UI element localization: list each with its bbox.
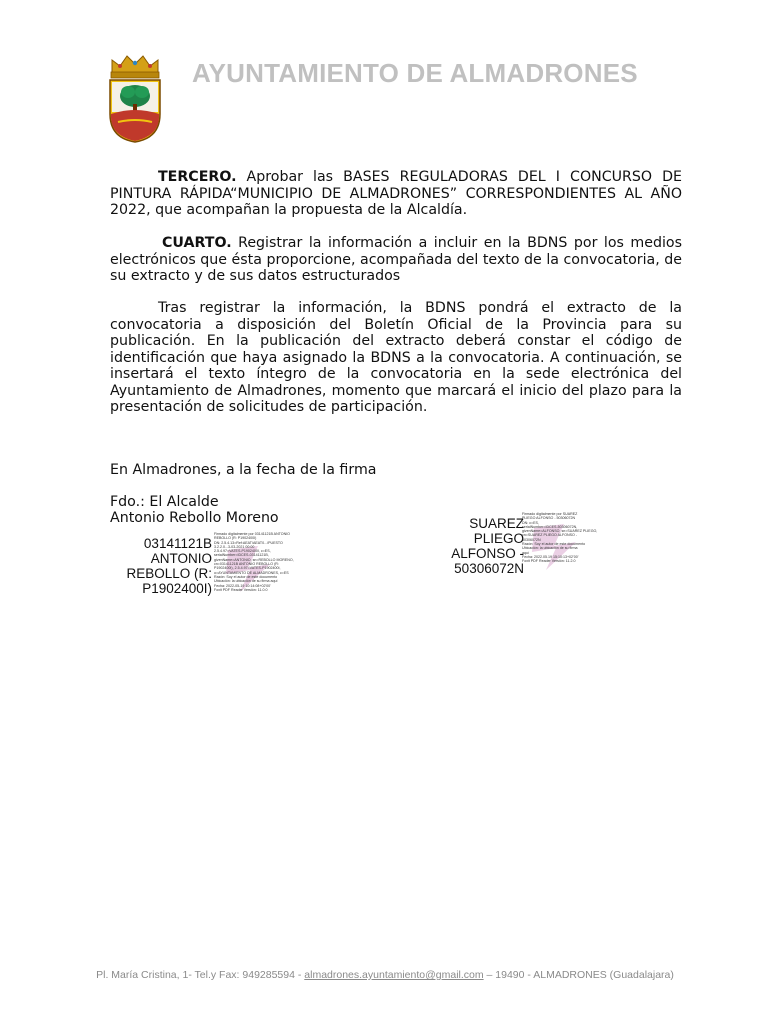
footer-address: Pl. María Cristina, 1- Tel.y Fax: 949285594 - bbox=[96, 969, 305, 981]
tercero-text: Aprobar las BASES REGULADORAS DEL I CONCURSO DE PINTURA RÁPIDA“MUNICIPIO DE ALMADRONES” CORRESPONDIENTES AL AÑO 2022, que acompañan la propuesta de la Alcaldía. bbox=[110, 169, 682, 218]
alcalde-name: Antonio Rebollo Moreno bbox=[110, 510, 279, 526]
paragraph-cuarto bbox=[110, 235, 682, 285]
footer-location: – 19490 - ALMADRONES (Guadalajara) bbox=[483, 969, 674, 981]
tercero-heading: TERCERO. bbox=[158, 169, 237, 185]
cuarto-text: Registrar la información a incluir en la BDNS por los medios electrónicos que ésta proporcione, acompañada del texto de la convocatoria, de su extracto y de sus datos estructurados bbox=[110, 235, 682, 284]
paragraph-tercero bbox=[110, 169, 682, 219]
signature-name: SUAREZ PLIEGO ALFONSO - 50306072N bbox=[451, 516, 524, 576]
signature-details: Firmado digitalmente por 03141121B ANTONIO REBOLLO (R: P1902400I) DN: 2.5.4.13=Ref:AEAT/AEAT0.../PUESTO 3.2.2.0...3-03-2021 00:00 2.5.4.97=VATES-P1902400I, c=ES, serialNumber=IDCES-03141121B, givenName=ANTONIO, sn=REBOLLO MORENO, cn=03141121B ANTONIO REBOLLO (R: P1902400I), 2.5.4.97=VATES-P1902400I, o=AYUNTAMIENTO DE ALMADRONES, c=ES Razón: Soy el autor de este documento Ubicación: la ubicación de su firma aquí Fecha: 2022-05-19 10:14:08+02'00' Foxit PDF Reader Versión: 11.0.0 bbox=[214, 532, 294, 592]
page-footer bbox=[0, 969, 770, 981]
signature-name: 03141121B ANTONIO REBOLLO (R: P1902400I) bbox=[126, 536, 212, 596]
page-title: AYUNTAMIENTO DE ALMADRONES bbox=[192, 58, 638, 88]
signing-date-line: En Almadrones, a la fecha de la firma bbox=[110, 462, 377, 478]
digital-signature-secretario bbox=[440, 512, 610, 582]
cuarto-heading: CUARTO. bbox=[162, 235, 232, 251]
footer-email-link[interactable]: almadrones.ayuntamiento@gmail.com bbox=[304, 969, 484, 981]
fdo-label: Fdo.: El Alcalde bbox=[110, 494, 219, 510]
signature-details: Firmado digitalmente por SUAREZ PLIEGO ALFONSO - 50306072N DN: c=ES, serialNumber=IDCES-50306072N, givenName=ALFONSO, sn=SUAREZ PLIEGO, cn=SUAREZ PLIEGO ALFONSO - 50306072N Razón: Soy el autor de este documento Ubicación: la ubicación de su firma aquí Fecha: 2022.05.19 15:10:13+02'00' Foxit PDF Reader Versión: 11.2.0 bbox=[522, 512, 598, 564]
paragraph-bdns: Tras registrar la información, la BDNS pondrá el extracto de la convocatoria a disposición del Boletín Oficial de la Provincia para su publicación. En la publicación del extracto deberá constar el código de identificación que haya asignado la BDNS a la convocatoria. A continuación, se insertará el texto íntegro de la convocatoria en la sede electrónica del Ayuntamiento de Almadrones, momento que marcará el inicio del plazo para la presentación de solicitudes de participación. bbox=[110, 300, 682, 415]
coat-of-arms-icon bbox=[106, 52, 164, 144]
digital-signature-alcalde bbox=[118, 532, 318, 602]
